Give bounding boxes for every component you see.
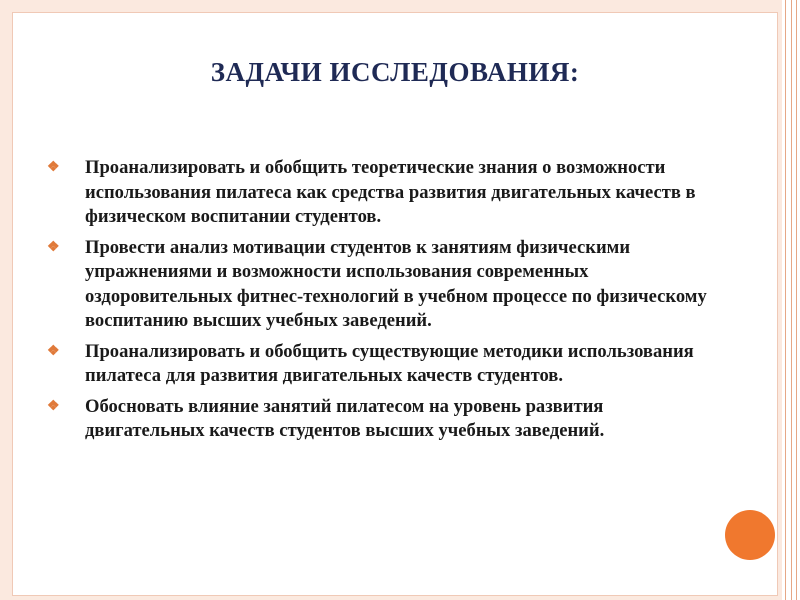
rail-line — [785, 0, 786, 600]
list-item — [47, 236, 707, 334]
decorative-right-rail — [782, 0, 800, 600]
list-item — [47, 156, 707, 230]
bullet-icon: ❖ — [47, 398, 60, 414]
rail-line — [796, 0, 797, 600]
list-item — [47, 340, 707, 389]
rail-line — [791, 0, 792, 600]
decorative-orange-circle — [725, 510, 775, 560]
list-item-text: Проанализировать и обобщить существующие методики использования пилатеса для развития двигательных качеств студентов. — [85, 340, 694, 386]
slide-content-area — [12, 12, 778, 596]
list-item-text: Проанализировать и обобщить теоретические знания о возможности использования пилатеса как средства развития двигательных качеств в физическом воспитании студентов. — [85, 157, 696, 227]
list-item-text: Провести анализ мотивации студентов к занятиям физическими упражнениями и возможности использования современных оздоровительных фитнес-технологий в учебном процессе по физическому воспитанию высших учебных заведений. — [85, 236, 707, 331]
list-item-text: Обосновать влияние занятий пилатесом на уровень развития двигательных качеств студентов высших учебных заведений. — [85, 395, 605, 441]
bullet-icon: ❖ — [47, 239, 60, 255]
bullet-icon: ❖ — [47, 343, 60, 359]
list-item — [47, 395, 707, 444]
bullet-icon: ❖ — [47, 160, 60, 175]
slide-title: ЗАДАЧИ ИССЛЕДОВАНИЯ: — [210, 57, 580, 87]
task-list — [47, 156, 707, 450]
